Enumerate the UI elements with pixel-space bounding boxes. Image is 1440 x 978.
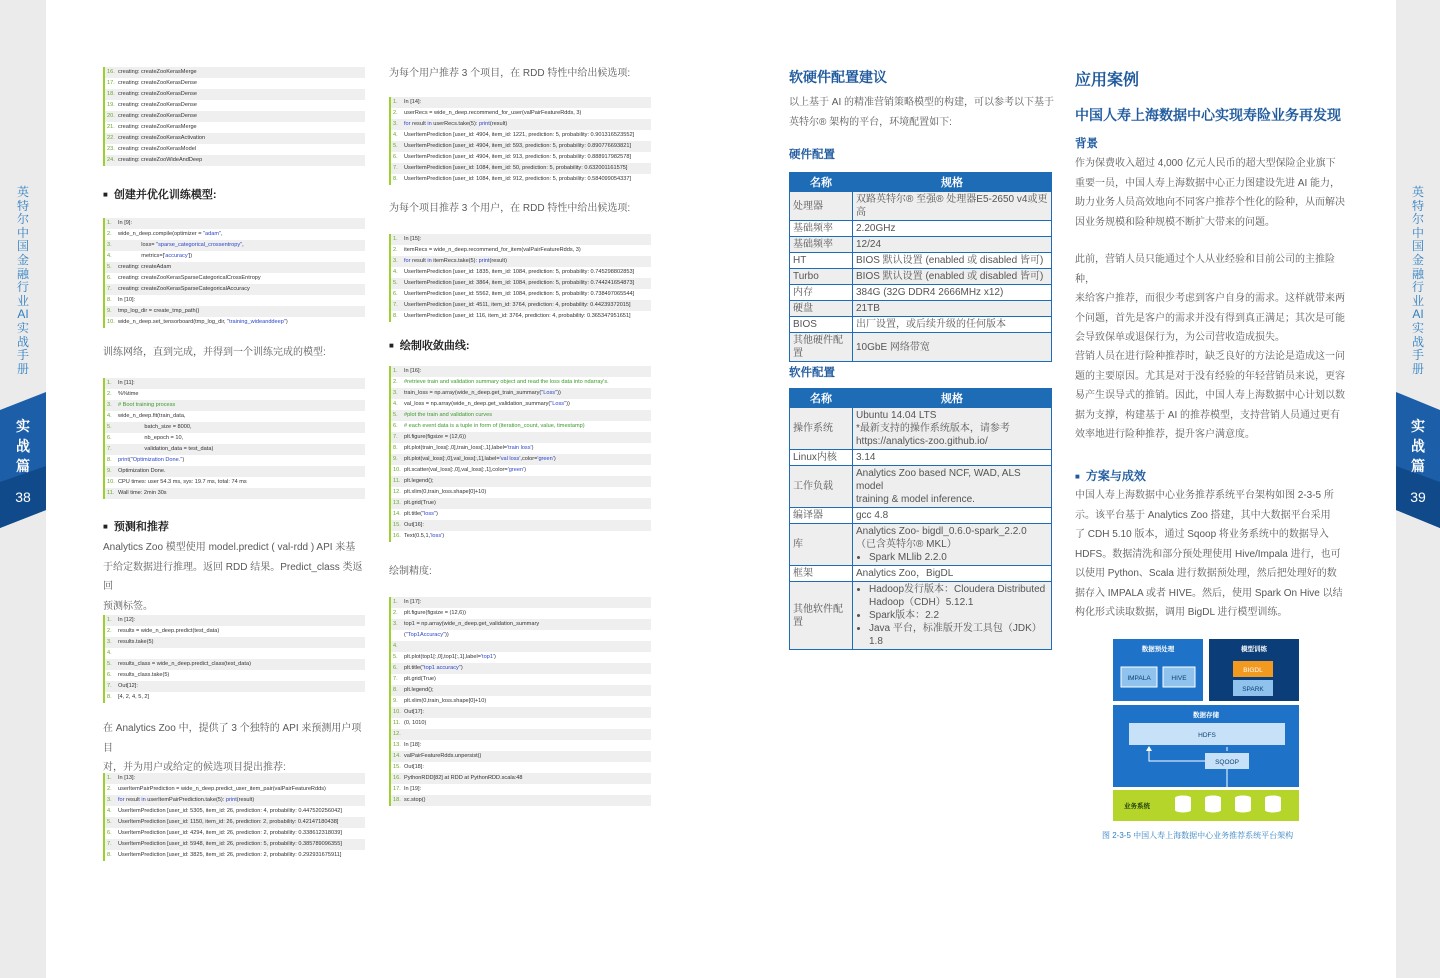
text-line: 效率地进行险种推荐，提升客户满意度。	[1075, 429, 1255, 440]
code-line: 11. (0, 1010)	[389, 718, 651, 729]
paragraph	[789, 93, 1057, 132]
vertical-char: 行	[16, 280, 29, 295]
page-number: 39	[1410, 489, 1426, 505]
background-heading: 背景	[1075, 138, 1098, 150]
code-line: 7. UserItemPrediction [user_id: 1084, item_id: 50, prediction: 5, probability: 0.632001161575]	[389, 163, 651, 174]
text-line: HDFS。数据清洗和部分预处理使用 Hive/Impala 进行，也可	[1075, 548, 1341, 560]
table-row	[790, 192, 1052, 221]
code-block-recommend-user	[389, 97, 651, 185]
code-block-loss-curve	[389, 366, 651, 542]
vertical-char: 战	[1411, 334, 1424, 349]
section-title-case: 应用案例	[1075, 72, 1140, 89]
text-line: 了 CDH 5.10 版本，通过 Sqoop 将业务系统中的数据导入	[1075, 529, 1329, 540]
cell-spec: Analytics Zoo，BigDL	[853, 566, 1052, 582]
code-line: 19. creating: createZooKerasDense	[103, 100, 365, 111]
code-line: 10. Out[17]:	[389, 707, 651, 718]
vertical-char: 英	[16, 185, 29, 199]
paragraph: 训练网络，直到完成，并得到一个训练完成的模型:	[103, 347, 326, 358]
code-line: 8. [4, 2, 4, 5, 2]	[103, 692, 365, 703]
code-line: 10. wide_n_deep.set_tensorboard(tmp_log_dir, "training_wideanddeep")	[103, 317, 365, 328]
vertical-char: 国	[16, 239, 29, 254]
col-header: 名称	[790, 389, 853, 408]
code-line: 7. UserItemPrediction [user_id: 4511, item_id: 3764, prediction: 4, probability: 0.44239372015]	[389, 300, 651, 311]
code-line: 5. results_class = wide_n_deep.predict_class(test_data)	[103, 659, 365, 670]
code-line: 18. sc.stop()	[389, 795, 651, 806]
left-sidebar	[0, 0, 46, 978]
code-block-user-item-pair	[103, 773, 365, 861]
code-line: 5. #plot the train and validation curves	[389, 410, 651, 421]
code-line: 10. CPU times: user 54.3 ms, sys: 19.7 ms, total: 74 ms	[103, 477, 365, 488]
code-line: 18. creating: createZooKerasDense	[103, 89, 365, 100]
code-line: 10. plt.scatter(val_loss[:,0],val_loss[:,1],color='green')	[389, 465, 651, 476]
cell-spec: 10GbE 网络带宽	[853, 333, 1052, 362]
code-line: 8. In [10]:	[103, 295, 365, 306]
text-line: 会导致保单或退保行为，为公司营收造成损失。	[1075, 332, 1285, 343]
code-line: 5. UserItemPrediction [user_id: 4904, item_id: 593, prediction: 5, probability: 0.890776693821]	[389, 141, 651, 152]
code-line: 15. Out[16]:	[389, 520, 651, 531]
text-line: 预测标签。	[103, 600, 153, 612]
code-block-compile	[103, 218, 365, 328]
vertical-char: 实	[16, 320, 29, 335]
code-line: 3. train_loss = np.array(wide_n_deep.get_train_summary("Loss"))	[389, 388, 651, 399]
code-line: 13. In [18]:	[389, 740, 651, 751]
text-line: 英特尔® 架构的平台，环境配置如下:	[789, 116, 952, 128]
code-line: 12. plt.xlim(0,train_loss.shape[0]+10)	[389, 487, 651, 498]
code-block-recommend-item	[389, 234, 651, 322]
cell-name: 其他软件配置	[790, 582, 853, 650]
code-line: 6. UserItemPrediction [user_id: 5562, item_id: 1084, prediction: 5, probability: 0.738497065544]	[389, 289, 651, 300]
text-line: 营销人员在进行险种推荐时，缺乏良好的方法论是造成这一问	[1075, 351, 1345, 362]
impala-label: IMPALA	[1127, 675, 1151, 682]
cell-spec: 2.20GHz	[853, 221, 1052, 237]
cell-name: 其他硬件配置	[790, 333, 853, 362]
cell-name: 工作负载	[790, 466, 853, 508]
cell-spec: Analytics Zoo based NCF, WAD, ALS model training & model inference.	[853, 466, 1052, 508]
code-line: 3. # Boot training process	[103, 400, 365, 411]
code-line: 6. nb_epoch = 10,	[103, 433, 365, 444]
text-line: 构化形式读取数据，调用 BigDL 进行模型训练。	[1075, 607, 1288, 618]
code-line: 9. plt.xlim(0,train_loss.shape[0]+10)	[389, 696, 651, 707]
code-line: 8. UserItemPrediction [user_id: 3825, item_id: 26, prediction: 2, probability: 0.292931675911]	[103, 850, 365, 861]
code-line: 6. results_class.take(5)	[103, 670, 365, 681]
code-line: 5. UserItemPrediction [user_id: 3864, item_id: 1084, prediction: 5, probability: 0.744241654873]	[389, 278, 651, 289]
training-label: 模型训练	[1241, 646, 1267, 653]
text-line: 以使用 Python、Scala 进行数据预处理，然后把处理好的数	[1075, 568, 1337, 579]
vertical-char: 融	[1411, 266, 1424, 281]
paragraph	[1075, 486, 1345, 623]
code-line: 1. In [16]:	[389, 366, 651, 377]
code-line: 8. UserItemPrediction [user_id: 1084, item_id: 912, prediction: 5, probability: 0.584099054337]	[389, 174, 651, 185]
vertical-char: 业	[1411, 293, 1424, 308]
col-header: 规格	[853, 389, 1052, 408]
code-line: 22. creating: createZooKerasActivation	[103, 133, 365, 144]
storage-label: 数据存储	[1193, 712, 1219, 719]
code-line: 1. In [15]:	[389, 234, 651, 245]
section-heading: ■ 预测和推荐	[103, 518, 169, 534]
code-line: 24. creating: createZooWideAndDeep	[103, 155, 365, 166]
code-line: 8. print("Optimization Done.")	[103, 455, 365, 466]
vertical-char: 册	[16, 361, 29, 376]
text-line: 因业务规模和险种规模不断扩大带来的问题。	[1075, 216, 1275, 228]
code-line: 5. plt.plot(top1[:,0],top1[:,1],label='top1')	[389, 652, 651, 663]
code-line: 2. %%time	[103, 389, 365, 400]
code-line: 1. In [14]:	[389, 97, 651, 108]
cell-spec: gcc 4.8	[853, 508, 1052, 524]
col-header: 名称	[790, 173, 853, 192]
vertical-char: 中	[16, 225, 29, 240]
hardware-heading: 硬件配置	[789, 149, 835, 161]
text-line: 个问题，首先是客户的需求并没有得到真正满足；其次是可能	[1075, 312, 1345, 324]
code-line: 5. UserItemPrediction [user_id: 1150, item_id: 26, prediction: 2, probability: 0.42147180438]	[103, 817, 365, 828]
code-line: 23. creating: createZooKerasModel	[103, 144, 365, 155]
code-line: 7. creating: createZooKerasSparseCategoricalAccuracy	[103, 284, 365, 295]
text-line: 题的主要原因。尤其是对于没有经验的年轻营销员来说，更容	[1075, 370, 1345, 382]
cell-spec: Ubuntu 14.04 LTS *最新支持的操作系统版本，请参考 https://analytics-zoo.github.io/	[853, 408, 1052, 450]
text-line: Analytics Zoo 模型使用 model.predict ( val-rdd ) API 来基	[103, 542, 356, 553]
code-line: 1. In [13]:	[103, 773, 365, 784]
case-title: 中国人寿上海数据中心实现寿险业务再发现	[1075, 107, 1341, 123]
vertical-char: 行	[1411, 280, 1424, 295]
cell-spec: 12/24	[853, 237, 1052, 253]
business-label: 业务系统	[1124, 803, 1150, 810]
code-line: 1. In [11]:	[103, 378, 365, 389]
code-line: 16. PythonRDD[82] at RDD at PythonRDD.scala:48	[389, 773, 651, 784]
table-row	[790, 237, 1052, 253]
cell-spec: 3.14	[853, 450, 1052, 466]
code-line: 3. for result in userItemPairPrediction.take(5): print(result)	[103, 795, 365, 806]
code-line: 3. results.take(5)	[103, 637, 365, 648]
cell-name: HT	[790, 253, 853, 269]
vertical-char: 篇	[1411, 458, 1425, 474]
code-line: 3. for result in itemRecs.take(5): print(result)	[389, 256, 651, 267]
paragraph	[103, 719, 371, 778]
vertical-book-title	[1396, 186, 1440, 376]
vertical-char: 实	[16, 418, 30, 434]
vertical-char: 融	[16, 266, 29, 281]
architecture-diagram	[1113, 639, 1299, 821]
text-line: 中国人寿上海数据中心业务推荐系统平台架构如图 2-3-5 所	[1075, 490, 1334, 501]
text-line: 示。该平台基于 Analytics Zoo 搭建，其中大数据平台采用	[1075, 509, 1331, 521]
software-heading: 软件配置	[789, 367, 835, 379]
code-line: 2. plt.figure(figsize = (12,6))	[389, 608, 651, 619]
cell-name: BIOS	[790, 317, 853, 333]
vertical-char: 战	[16, 334, 29, 349]
vertical-book-title	[0, 186, 46, 376]
text-line: 对，并为用户或给定的候选项目提出推荐:	[103, 762, 286, 773]
code-line: 13. plt.grid(True)	[389, 498, 651, 509]
paragraph: 为每个用户推荐 3 个项目，在 RDD 特性中给出候选项:	[389, 68, 631, 79]
text-line: 易产生误导式的推销。因此，中国人寿上海数据中心计划以数	[1075, 390, 1345, 401]
vertical-char: AI	[17, 307, 29, 322]
text-line: 重要一员，中国人寿上海数据中心正力图建设先进 AI 能力，	[1075, 177, 1341, 189]
text-line: 据为支撑，构建基于 AI 的推荐模型，支持营销人员通过更有	[1075, 409, 1341, 421]
code-line: 4.	[389, 641, 651, 652]
vertical-char: 中	[1411, 225, 1424, 240]
cell-name: Turbo	[790, 269, 853, 285]
code-line: 17. creating: createZooKerasDense	[103, 78, 365, 89]
text-line: 以上基于 AI 的精准营销策略模型的构建，可以参考以下基于	[789, 97, 1055, 108]
text-line: 于给定数据进行推理。返回 RDD 结果。Predict_class 类返回	[103, 561, 363, 592]
code-line: 1. In [12]:	[103, 615, 365, 626]
code-line: 14. plt.title("loss")	[389, 509, 651, 520]
cell-name: 基础频率	[790, 221, 853, 237]
vertical-char: 手	[16, 348, 29, 363]
cell-name: 内存	[790, 285, 853, 301]
code-line: 3. loss= "sparse_categorical_crossentropy",	[103, 240, 365, 251]
code-line: 14. valPairFeatureRdds.unpersist()	[389, 751, 651, 762]
table-row	[790, 269, 1052, 285]
cell-spec: Analytics Zoo- bigdl_0.6.0-spark_2.2.0 （已含英特尔® MKL） • Spark MLlib 2.2.0	[853, 524, 1052, 566]
code-line: 11. plt.legend();	[389, 476, 651, 487]
table-row	[790, 301, 1052, 317]
paragraph	[1075, 347, 1345, 445]
chapter-tab	[0, 392, 46, 528]
cell-name: 编译器	[790, 508, 853, 524]
section-heading: ■ 绘制收敛曲线:	[389, 337, 470, 353]
vertical-char: 篇	[16, 458, 30, 474]
code-line: 4. UserItemPrediction [user_id: 4904, item_id: 1221, prediction: 5, probability: 0.901316523552]	[389, 130, 651, 141]
page-number: 38	[15, 489, 31, 505]
hdfs-label: HDFS	[1198, 732, 1216, 739]
code-line: 11. Wall time: 2min 30s	[103, 488, 365, 499]
vertical-char: 特	[1411, 198, 1424, 213]
vertical-char: 战	[16, 438, 30, 454]
vertical-char: 特	[16, 198, 29, 213]
table-row	[790, 317, 1052, 333]
preprocess-label: 数据预处理	[1141, 646, 1175, 653]
text-line: 此前，营销人员只能通过个人从业经验和目前公司的主推险种，	[1075, 254, 1335, 285]
paragraph	[103, 538, 371, 616]
code-line: 8. plt.legend();	[389, 685, 651, 696]
code-line: 16. creating: createZooKerasMerge	[103, 67, 365, 78]
code-line: 7. plt.grid(True)	[389, 674, 651, 685]
cell-name: 框架	[790, 566, 853, 582]
code-line: 7. Out[12]:	[103, 681, 365, 692]
code-line: 7. plt.figure(figsize = (12,6))	[389, 432, 651, 443]
code-line: 6. creating: createZooKerasSparseCategoricalCrossEntropy	[103, 273, 365, 284]
bigdl-label: BIGDL	[1243, 667, 1263, 674]
code-line: 3. top1 = np.array(wide_n_deep.get_validation_summary	[389, 619, 651, 630]
chapter-tab	[1396, 392, 1440, 528]
paragraph	[1075, 154, 1345, 232]
code-line: 9. tmp_log_dir = create_tmp_path()	[103, 306, 365, 317]
section-title-config: 软硬件配置建议	[789, 69, 887, 85]
vertical-char: 尔	[1411, 212, 1424, 227]
spark-label: SPARK	[1242, 686, 1264, 693]
section-heading: ■ 创建并优化训练模型:	[103, 186, 217, 202]
software-table	[789, 388, 1052, 650]
table-row	[790, 285, 1052, 301]
paragraph: 为每个项目推荐 3 个用户，在 RDD 特性中给出候选项:	[389, 203, 631, 214]
code-line: 17. In [19]:	[389, 784, 651, 795]
code-line: 6. UserItemPrediction [user_id: 4294, item_id: 26, prediction: 2, probability: 0.338612318039]	[103, 828, 365, 839]
cell-name: 操作系统	[790, 408, 853, 450]
code-block-accuracy	[389, 597, 651, 806]
cell-name: 基础频率	[790, 237, 853, 253]
table-row	[790, 333, 1052, 362]
cell-name: 硬盘	[790, 301, 853, 317]
paragraph	[1075, 250, 1345, 348]
code-line: 7. UserItemPrediction [user_id: 5948, item_id: 26, prediction: 5, probability: 0.385789096355]	[103, 839, 365, 850]
code-line: 9. Optimization Done.	[103, 466, 365, 477]
code-line: 8. UserItemPrediction [user_id: 116, item_id: 3764, prediction: 4, probability: 0.365347951651]	[389, 311, 651, 322]
code-line: 12.	[389, 729, 651, 740]
cell-spec: BIOS 默认设置 (enabled 或 disabled 皆可)	[853, 269, 1052, 285]
code-line: 2. itemRecs = wide_n_deep.recommend_for_item(valPairFeatureRdds, 3)	[389, 245, 651, 256]
vertical-char: 册	[1411, 361, 1424, 376]
code-line: 8. plt.plot(train_loss[:,0],train_loss[:,1],label='train loss')	[389, 443, 651, 454]
text-line: 在 Analytics Zoo 中，提供了 3 个独特的 API 来预测用户项目	[103, 723, 362, 754]
code-line: 2. #retrieve train and validation summary object and read the loss data into ndarray's.	[389, 377, 651, 388]
paragraph: 绘制精度:	[389, 566, 432, 577]
code-line: 20. creating: createZooKerasDense	[103, 111, 365, 122]
cell-spec: 21TB	[853, 301, 1052, 317]
vertical-char: 实	[1411, 320, 1424, 335]
code-block-predict	[103, 615, 365, 703]
code-line: 6. UserItemPrediction [user_id: 4904, item_id: 913, prediction: 5, probability: 0.888917982578]	[389, 152, 651, 163]
vertical-char: 业	[16, 293, 29, 308]
code-line: 1. In [17]:	[389, 597, 651, 608]
code-line: 2. results = wide_n_deep.predict(test_data)	[103, 626, 365, 637]
code-line: 21. creating: createZooKerasMerge	[103, 122, 365, 133]
code-block-model-layers	[103, 67, 365, 166]
hive-label: HIVE	[1171, 675, 1187, 682]
vertical-char: 实	[1411, 418, 1425, 434]
code-line: 6. plt.title("top1 accuracy")	[389, 663, 651, 674]
sqoop-label: SQOOP	[1215, 759, 1239, 766]
vertical-char: 英	[1411, 185, 1424, 199]
text-line: 据存入 IMPALA 或者 HIVE。然后，使用 Spark On Hive 以结	[1075, 587, 1343, 599]
vertical-char: 金	[1411, 252, 1424, 267]
code-line: 2. userItemPairPrediction = wide_n_deep.predict_user_item_pair(valPairFeatureRdds)	[103, 784, 365, 795]
solution-heading: ■ 方案与成效	[1075, 467, 1146, 484]
code-line: 4.	[103, 648, 365, 659]
code-line: 1. In [9]:	[103, 218, 365, 229]
code-line: 9. plt.plot(val_loss[:,0],val_loss[:,1],label='val loss',color='green')	[389, 454, 651, 465]
code-line: 16. Text(0.5,1,'loss')	[389, 531, 651, 542]
col-header: 规格	[853, 173, 1052, 192]
right-sidebar	[1396, 0, 1440, 978]
hardware-table	[789, 172, 1052, 362]
cell-spec: 双路英特尔® 至强® 处理器E5-2650 v4或更高	[853, 192, 1052, 221]
code-block-fit	[103, 378, 365, 499]
cell-name: 处理器	[790, 192, 853, 221]
code-line: 15. Out[18]:	[389, 762, 651, 773]
cell-spec: BIOS 默认设置 (enabled 或 disabled 皆可)	[853, 253, 1052, 269]
code-line: ("Top1Accuracy"))	[389, 630, 651, 641]
code-line: 6. # each event data is a tuple in form of (iteration_count, value, timestamp)	[389, 421, 651, 432]
text-line: 作为保费收入超过 4,000 亿元人民币的超大型保险企业旗下	[1075, 158, 1336, 169]
code-line: 4. val_loss = np.array(wide_n_deep.get_validation_summary("Loss"))	[389, 399, 651, 410]
figure-caption: 图 2-3-5 中国人寿上海数据中心业务推荐系统平台架构	[1102, 831, 1294, 840]
vertical-char: 尔	[16, 212, 29, 227]
code-line: 2. userRecs = wide_n_deep.recommend_for_user(valPairFeatureRdds, 3)	[389, 108, 651, 119]
code-line: 5. batch_size = 8000,	[103, 422, 365, 433]
code-line: 4. UserItemPrediction [user_id: 5305, item_id: 26, prediction: 4, probability: 0.447520256042]	[103, 806, 365, 817]
table-row	[790, 253, 1052, 269]
cell-spec: 出厂设置，或后续升级的任何版本	[853, 317, 1052, 333]
cell-name: 库	[790, 524, 853, 566]
vertical-char: AI	[1412, 307, 1424, 322]
vertical-char: 金	[16, 252, 29, 267]
vertical-char: 手	[1411, 348, 1424, 363]
code-line: 4. metrics=['accuracy'])	[103, 251, 365, 262]
code-line: 4. UserItemPrediction [user_id: 1835, item_id: 1084, prediction: 5, probability: 0.745298802853]	[389, 267, 651, 278]
text-line: 来给客户推荐，而很少考虑到客户自身的需求。这样就带来两	[1075, 293, 1345, 304]
code-line: 2. wide_n_deep.compile(optimizer = "adam",	[103, 229, 365, 240]
code-line: 3. for result in userRecs.take(5): print(result)	[389, 119, 651, 130]
vertical-char: 战	[1411, 438, 1425, 454]
code-line: 5. creating: createAdam	[103, 262, 365, 273]
cell-name: Linux内核	[790, 450, 853, 466]
vertical-char: 国	[1411, 239, 1424, 254]
cell-spec: 384G (32G DDR4 2666MHz x12)	[853, 285, 1052, 301]
code-line: 4. wide_n_deep.fit(train_data,	[103, 411, 365, 422]
text-line: 助力业务人员高效地向不同客户推荐个性化的险种，从而解决	[1075, 197, 1345, 208]
cell-spec: • Hadoop发行版本：Cloudera Distributed Hadoop（CDH）5.12.1 • Spark版本：2.2 • Java 平台，标准版开发工具包（JDK）1.8	[853, 582, 1052, 650]
code-line: 7. validation_data = test_data)	[103, 444, 365, 455]
table-row	[790, 221, 1052, 237]
